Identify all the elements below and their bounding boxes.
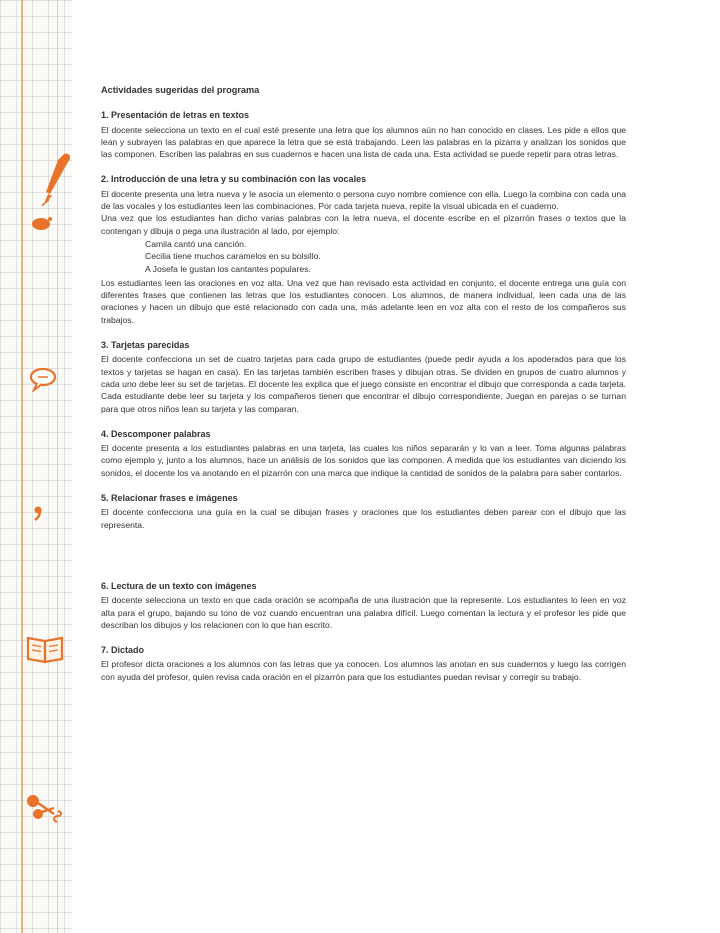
section-paragraph: El docente confecciona una guía en la cual se dibujan frases y oraciones que los estudiantes deben parear con el dibujo que las representa. — [101, 507, 626, 530]
section-paragraph: El docente selecciona un texto en que cada oración se acompaña de una ilustración que la represente. Los estudiantes lo leen en voz alta para el grupo, bajando su tono de voz cuando encuentran una palabra difícil. Luego comentan la lectura y el profesor les pide que describan los dibujos y los relacionen con lo que han escrito. — [101, 595, 626, 630]
section-paragraph: El docente confecciona un set de cuatro tarjetas para cada grupo de estudiantes (puede pedir ayuda a los apoderados para que los textos y tarjetas se hagan en casa). En las tarjetas también escriben frases y dibujan otras. Se dividen en grupos de cuatro alumnos y cada uno debe leer su set de tarjetas. El docente les explica que el juego consiste en encontrar el dibujo que corresponda a cada tarjeta. Cada estudiante debe leer su tarjeta y los compañeros tienen que encontrar el dibujo correspondiente. Juegan en parejas o se turnan para que otros niños lean su tarjeta y las comparan. — [101, 354, 626, 414]
section-paragraph: El docente presenta a los estudiantes palabras en una tarjeta, las cuales los niños separarán y lo van a leer. Toma algunas palabras como ejemplo y, junto a los alumnos, hace un análisis de los sonidos que las componen. A medida que los estudiantes van diciendo los sonidos, el docente los va anotando en el pizarrón con una marca que indique la cantidad de sonidos de la palabra para saber contarlos. — [101, 443, 626, 478]
blank-space — [101, 544, 626, 580]
section-title: 1. Presentación de letras en textos — [101, 110, 250, 121]
section-title: 3. Tarjetas parecidas — [101, 340, 190, 351]
section-5 — [101, 492, 626, 531]
section-4 — [101, 428, 626, 479]
section-paragraph: El docente presenta una letra nueva y le asocia un elemento o persona cuyo nombre comience con ella. Luego la combina con cada una de las vocales y los estudiantes leen las combinaciones. Por cada tarjeta nueva, repite la visual ubicada en el cuaderno. — [101, 188, 626, 212]
margin-line-left — [21, 0, 23, 933]
comma-icon — [32, 505, 44, 521]
pen-nib-icon — [34, 150, 74, 208]
speech-bubble-icon — [28, 366, 58, 392]
ink-blot-icon — [30, 214, 54, 232]
section-title: 2. Introducción de una letra y su combinación con las vocales — [101, 174, 367, 185]
section-1 — [101, 109, 626, 160]
section-6 — [101, 580, 626, 631]
section-7 — [101, 644, 626, 683]
section-title: 6. Lectura de un texto con imágenes — [101, 580, 257, 591]
section-title: 7. Dictado — [101, 645, 145, 656]
section-3 — [101, 339, 626, 415]
list-item: A Josefa le gustan los cantantes populares. — [145, 263, 311, 274]
example-list — [145, 238, 626, 275]
section-paragraph: El profesor dicta oraciones a los alumnos con las letras que ya conocen. Los alumnos las anotan en sus cuadernos y luego las corrigen con ayuda del profesor, quien revisa cada oración en el pizarrón para que los estudiantes puedan revisar y corregir su trabajo. — [101, 659, 626, 682]
scissors-icon — [24, 792, 68, 828]
document-title: Actividades sugeridas del programa — [101, 85, 260, 95]
section-2 — [101, 173, 626, 326]
section-paragraph: Los estudiantes leen las oraciones en voz alta. Una vez que han revisado esta actividad en conjunto, el docente entrega una guía con diferentes frases que contienen las letras que los estudiantes conocen. Los alumnos, de manera individual, leen cada una de las oraciones y hacen un dibujo que esté relacionado con cada una, más adelante leen en voz alta con el resto de los compañeros sus trabajos. — [101, 277, 626, 325]
list-item: Cecilia tiene muchos caramelos en su bolsillo. — [145, 251, 321, 262]
section-title: 4. Descomponer palabras — [101, 428, 211, 439]
section-title: 5. Relacionar frases e imágenes — [101, 493, 238, 504]
document-body — [101, 84, 626, 696]
section-paragraph: Una vez que los estudiantes han dicho varias palabras con la letra nueva, el docente escribe en el pizarrón frases o textos que la contengan y dibuja o pega una ilustración al lado, por ejemplo: — [101, 213, 626, 236]
section-paragraph: El docente selecciona un texto en el cual esté presente una letra que los alumnos aún no han conocido en clases. Les pide a ellos que lean y subrayen las palabras en que aparece la letra que se está trabajando. Leen las palabras en la pizarra y analizan los sonidos que las componen. Escriben las palabras en sus cuadernos e hacen una lista de cada una. Esta actividad se puede repetir para otras letras. — [101, 124, 626, 160]
open-book-icon — [24, 632, 68, 666]
list-item: Camila cantó una canción. — [145, 238, 247, 249]
